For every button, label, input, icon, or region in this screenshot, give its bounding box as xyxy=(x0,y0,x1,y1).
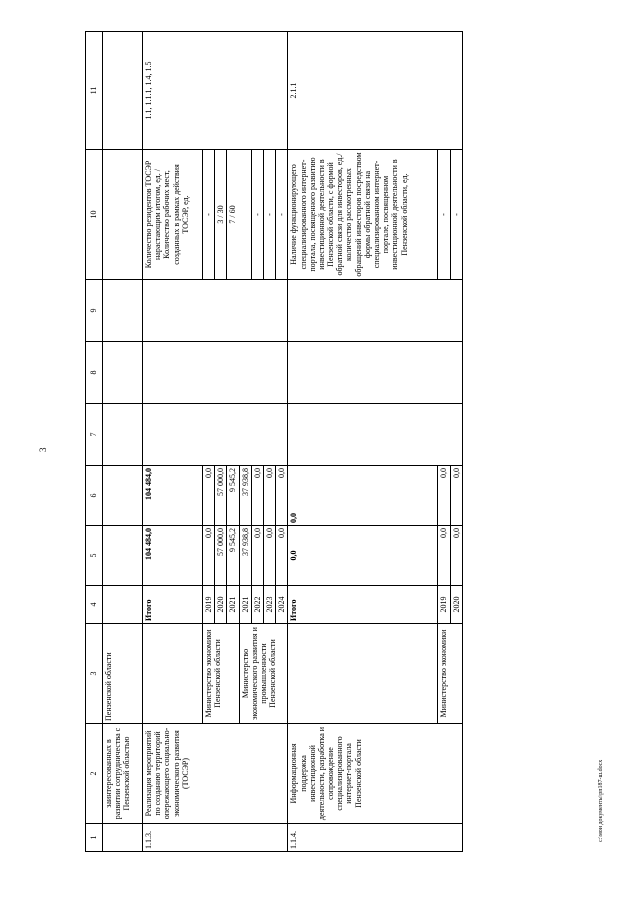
table-cell xyxy=(143,342,288,404)
header-row xyxy=(86,32,103,852)
value-cell: 0,0 xyxy=(251,526,263,586)
table-cell xyxy=(143,404,288,466)
value-cell: 0,0 xyxy=(450,526,462,586)
total-value: 104 484,0 xyxy=(143,526,203,586)
header-cell: 9 xyxy=(86,280,103,342)
table-cell xyxy=(103,824,143,852)
value-cell: 37 938,8 xyxy=(239,526,251,586)
header-cell: 2 xyxy=(86,724,103,824)
header-cell: 5 xyxy=(86,526,103,586)
year-cell: 2019 xyxy=(203,586,215,624)
table-cell xyxy=(288,280,462,342)
indicator-value: - xyxy=(203,150,215,280)
table-row xyxy=(288,32,438,852)
total-label: Итого xyxy=(288,586,438,624)
value-cell: 57 000,0 xyxy=(215,466,227,526)
table-cell xyxy=(103,280,143,342)
item-name: Информационная поддержка инвестиционной деятельности, разработка и сопровождение специализированного интернет-портала Пензенской области xyxy=(288,724,462,824)
table-cell xyxy=(288,342,462,404)
value-cell: 9 545,2 xyxy=(227,466,239,526)
table-cell xyxy=(103,342,143,404)
header-cell: 11 xyxy=(86,32,103,150)
total-value: 0,0 xyxy=(288,526,438,586)
rotated-table-sheet xyxy=(85,32,590,852)
program-table xyxy=(85,31,463,852)
page-number: 3 xyxy=(38,447,48,452)
value-cell: 0,0 xyxy=(203,526,215,586)
year-cell: 2021 xyxy=(227,586,239,624)
item-number: 1.1.3. xyxy=(143,824,288,852)
header-cell: 7 xyxy=(86,404,103,466)
value-cell: 0,0 xyxy=(276,466,288,526)
executor: Министерство экономики Пензенской области xyxy=(203,624,240,724)
value-cell: 0,0 xyxy=(438,526,450,586)
table-cell: заинтересованных в развитии сотрудничества с Пензенской областью xyxy=(103,724,143,824)
indicator-value: 3 / 30 xyxy=(215,150,227,280)
table-cell xyxy=(103,466,143,526)
table-cell xyxy=(103,586,143,624)
year-cell: 2021 xyxy=(239,586,251,624)
year-cell: 2020 xyxy=(450,586,462,624)
value-cell: 57 000,0 xyxy=(215,526,227,586)
indicator-text: Количество резидентов ТОСЭР нарастающим итогом, ед. / Количество рабочих мест, созданных в рамках действия ТОСЭР, ед. xyxy=(143,150,203,280)
header-cell: 6 xyxy=(86,466,103,526)
table-cell xyxy=(103,526,143,586)
header-cell: 4 xyxy=(86,586,103,624)
footer-file-path: c:\мои документы\рп187-ш.docx xyxy=(598,759,604,842)
table-cell xyxy=(103,150,143,280)
year-cell: 2019 xyxy=(438,586,450,624)
table-cell xyxy=(103,404,143,466)
table-row xyxy=(103,32,143,852)
item-number: 1.1.4. xyxy=(288,824,462,852)
total-value: 0,0 xyxy=(288,466,438,526)
value-cell: 0,0 xyxy=(263,526,275,586)
executor: Министерство экономики xyxy=(438,624,462,724)
header-cell: 1 xyxy=(86,824,103,852)
indicator-text: Наличие функционирующего специализированного интернет-портала, посвященного развитию инвестиционной деятельности в Пензенской области, с формой обратной связи для инвесторов, ед./количество рассмотренных обращений инвесторов посредством формы обратной связи на специализированном интернет-портале, посвященном инвестиционной деятельности в Пензенской области, ед. xyxy=(288,150,438,280)
value-cell: 9 545,2 xyxy=(227,526,239,586)
indicator-value: - xyxy=(438,150,450,280)
table-cell: Пензенской области xyxy=(103,624,143,724)
table-cell xyxy=(143,280,288,342)
year-cell: 2022 xyxy=(251,586,263,624)
table-row xyxy=(143,32,203,852)
links-text: 2.1.1 xyxy=(288,32,462,150)
indicator-value: 7 / 60 xyxy=(227,150,251,280)
table-cell xyxy=(143,624,203,724)
year-cell: 2020 xyxy=(215,586,227,624)
table-cell xyxy=(288,404,462,466)
year-cell: 2023 xyxy=(263,586,275,624)
header-cell: 3 xyxy=(86,624,103,724)
links-text: 1.1, 1.1.1, 1.4, 1.5 xyxy=(143,32,288,150)
year-cell: 2024 xyxy=(276,586,288,624)
total-label: Итого xyxy=(143,586,203,624)
value-cell: 0,0 xyxy=(203,466,215,526)
value-cell: 37 938,8 xyxy=(239,466,251,526)
value-cell: 0,0 xyxy=(263,466,275,526)
indicator-value: - xyxy=(450,150,462,280)
indicator-value: - xyxy=(251,150,263,280)
executor: Министерство экономического развития и промышленности Пензенской области xyxy=(239,624,288,724)
value-cell: 0,0 xyxy=(251,466,263,526)
value-cell: 0,0 xyxy=(276,526,288,586)
value-cell: 0,0 xyxy=(450,466,462,526)
value-cell: 0,0 xyxy=(438,466,450,526)
total-value: 104 484,0 xyxy=(143,466,203,526)
table-cell xyxy=(103,32,143,150)
header-cell: 10 xyxy=(86,150,103,280)
indicator-value: - xyxy=(276,150,288,280)
header-cell: 8 xyxy=(86,342,103,404)
indicator-value: - xyxy=(263,150,275,280)
item-name: Реализация мероприятий по созданию территорий опережающего социально-экономического развития (ТОСЭР) xyxy=(143,724,288,824)
table-cell xyxy=(288,624,438,724)
